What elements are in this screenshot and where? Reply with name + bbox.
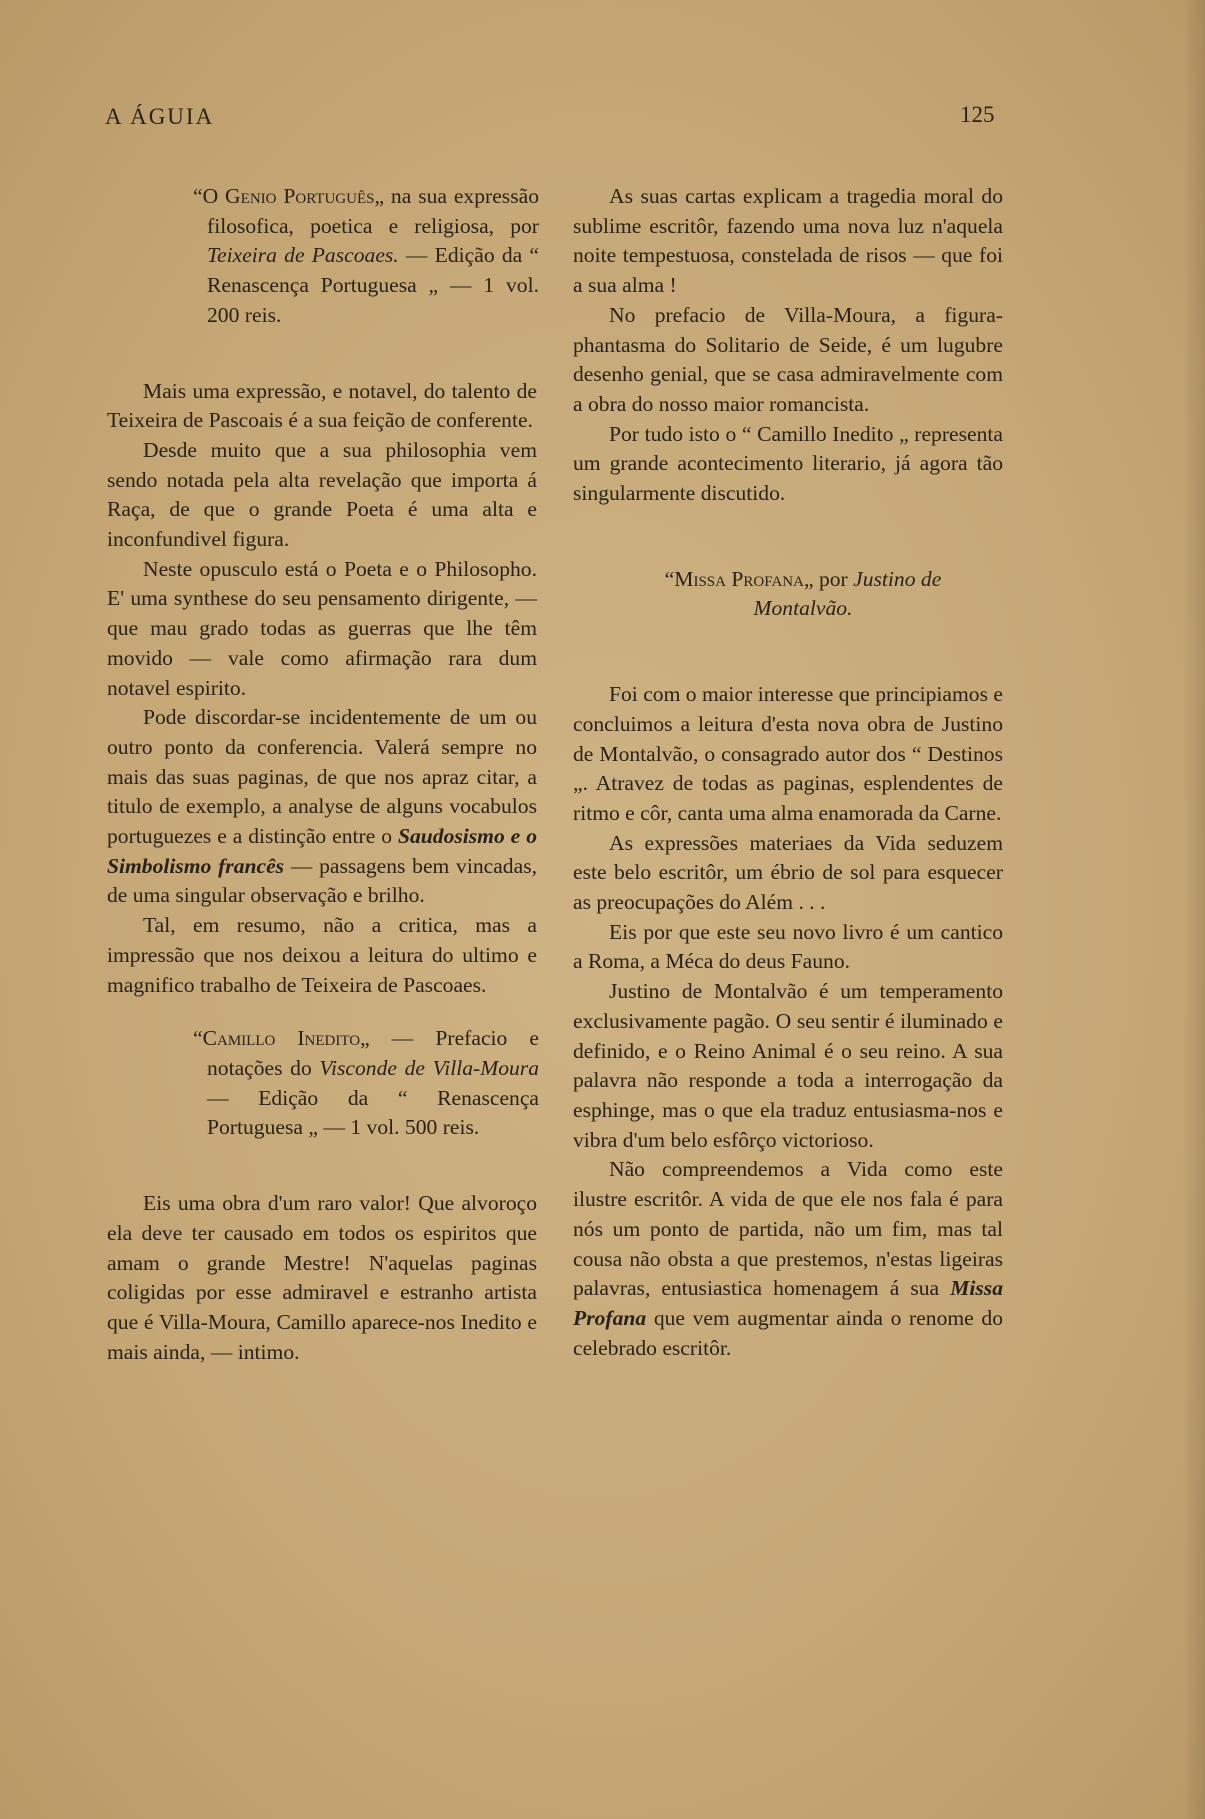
book-entry-missa-profana: “Missa Profana„ por Justino de Montalvão. (664, 566, 942, 621)
italic-term: Saudosismo e o Simbolismo francês (107, 824, 537, 878)
paragraph: Não compreendemos a Vida como este ilustre escritôr. A vida de que ele nos fala é para nós um ponto de partida, não um fim, mas tal cousa não obsta a que prestemos, n'estas ligeiras palavras, entusiastica homenagem á sua Missa Profana que vem augmentar ainda o renome do celebrado escritôr. (573, 1157, 1003, 1360)
paragraph: Foi com o maior interesse que principiamos e concluimos a leitura d'esta nova obra de Justino de Montalvão, o consagrado autor dos “ Destinos „. Atravez de todas as paginas, esplendentes de ritmo e côr, canta uma alma enamorada da Carne. (573, 682, 1003, 825)
paragraph: Tal, em resumo, não a critica, mas a impressão que nos deixou a leitura do ultimo e magnifico trabalho de Teixeira de Pascoaes. (107, 913, 537, 997)
book-title: O Genio Português (202, 184, 375, 208)
paragraph: Neste opusculo está o Poeta e o Philosopho. E' uma synthese do seu pensamento dirigente, — que mau grado todas as guerras que lhe têm movido — vale como afirmação rara dum notavel espirito. (107, 556, 537, 700)
book-author: Visconde de Villa-Moura (319, 1055, 539, 1080)
page-number: 125 (960, 102, 995, 127)
paragraph: Justino de Montalvão é um temperamento exclusivamente pagão. O seu sentir é iluminado e definido, e o Reino Animal é o seu reino. A sua palavra não responde a toda a interrogação da esphinge, mas o que ela traduz entusiasma-nos e vibra d'um belo esfôrço victorioso. (573, 979, 1003, 1152)
paragraph: As expressões materiaes da Vida seduzem este belo escritôr, um ébrio de sol para esquecer as preocupações do Além . . . (573, 830, 1003, 915)
paragraph: Por tudo isto o “ Camillo Inedito „ representa um grande acontecimento literario, já agora tão singularmente discutido. (573, 421, 1003, 506)
running-title: A ÁGUIA (105, 104, 215, 129)
paragraph: Eis por que este seu novo livro é um cantico a Roma, a Méca do deus Fauno. (573, 919, 1003, 974)
book-title: Missa Profana (674, 566, 804, 591)
paragraph: Eis uma obra d'um raro valor! Que alvoroço ela deve ter causado em todos os espiritos que amam o grande Mestre! N'aquelas paginas coligidas por esse admiravel e estranho artista que é Villa-Moura, Camillo aparece-nos Inedito e mais ainda, — intimo. (107, 1191, 537, 1364)
paragraph: As suas cartas explicam a tragedia moral do sublime escritôr, fazendo uma nova luz n'aquela noite tempestuosa, constelada de risos — que foi a sua alma ! (573, 184, 1003, 298)
italic-term: Missa Profana (573, 1276, 1003, 1330)
left-column (107, 182, 537, 1367)
book-author: Justino de Montalvão. (753, 566, 942, 621)
paragraph: Mais uma expressão, e notavel, do talento de Teixeira de Pascoais é a sua feição de conferente. (107, 378, 537, 433)
book-entry-genio-portugues: “O Genio Português„ na sua expressão filosofica, poetica e religiosa, por Teixeira de Pascoaes. — Edição da “ Renascença Portuguesa „ — 1 vol. 200 reis. (193, 184, 539, 327)
paragraph: Pode discordar-se incidentemente de um ou outro ponto da conferencia. Valerá sempre no mais das suas paginas, de que nos apraz citar, a titulo de exemplo, a analyse de alguns vocabulos portuguezes e a distinção entre o Saudosismo e o Simbolismo francês — passagens bem vincadas, de uma singular observação e brilho. (107, 705, 537, 908)
book-entry-camillo-inedito: “Camillo Inedito„ — Prefacio e notações do Visconde de Villa-Moura — Edição da “ Renascença Portuguesa „ — 1 vol. 500 reis. (193, 1026, 539, 1140)
book-author: Teixeira de Pascoaes. (207, 243, 399, 268)
right-column (573, 182, 1003, 1363)
paragraph: Desde muito que a sua philosophia vem sendo notada pela alta revelação que importa á Raça, de que o grande Poeta é uma alta e inconfundivel figura. (107, 437, 537, 552)
paragraph: No prefacio de Villa-Moura, a figura-phantasma do Solitario de Seide, é um lugubre desenho genial, que se casa admiravelmente com a obra do nosso maior romancista. (573, 302, 1003, 416)
book-title: Camillo Inedito (202, 1026, 361, 1051)
page-edge-shadow (1183, 0, 1205, 1819)
